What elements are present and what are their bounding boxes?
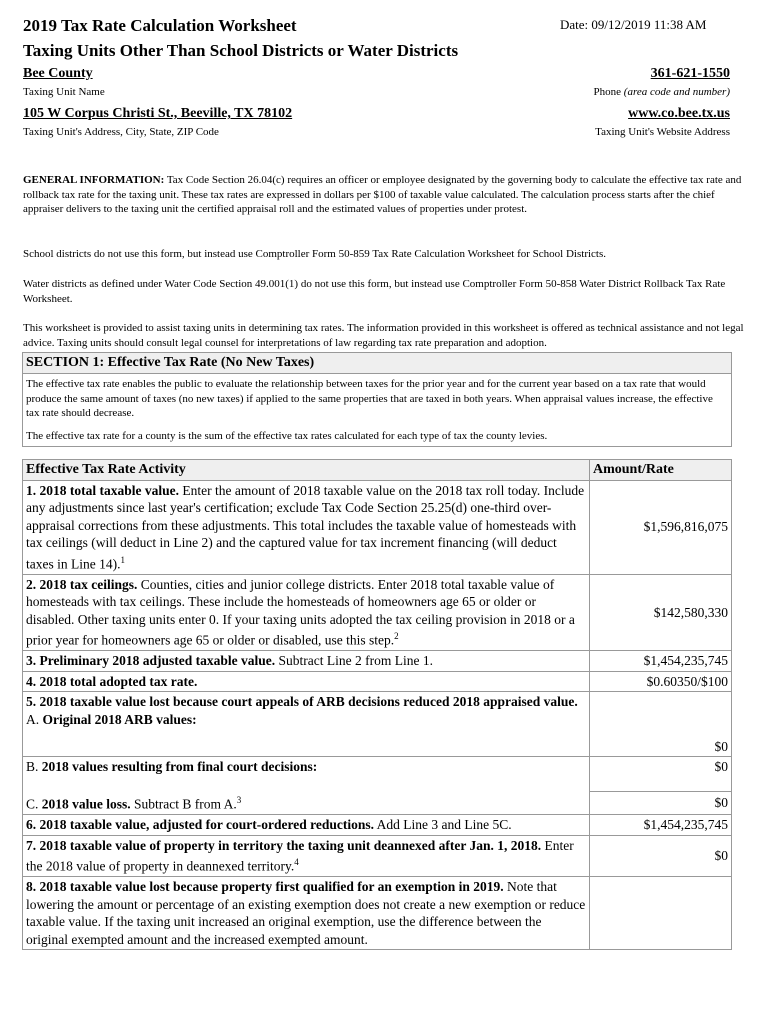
row-2-amount: $142,580,330 xyxy=(590,574,732,651)
date-stamp: Date: 09/12/2019 11:38 AM xyxy=(560,17,707,32)
table-row xyxy=(23,574,732,651)
table-row xyxy=(23,480,732,574)
table-row xyxy=(23,835,732,877)
section-1-county-note: The effective tax rate for a county is the sum of the effective tax rates calculated for each type of tax the county levies. xyxy=(26,429,548,442)
row-3-text: 3. Preliminary 2018 adjusted taxable value. Subtract Line 2 from Line 1. xyxy=(23,651,590,672)
row-5b-amount: $0 xyxy=(590,757,732,792)
taxing-unit-address: 105 W Corpus Christi St., Beeville, TX 78102 xyxy=(23,106,293,121)
website-label: Taxing Unit's Website Address xyxy=(595,126,730,138)
row-2-text: 2. 2018 tax ceilings. Counties, cities and junior college districts. Enter 2018 total taxable value of homesteads with tax ceilings. These include the homesteads of homeowners age 65 or older or disabled. Other taxing units enter 0. If your taxing units adopted the tax ceiling provision in 2018 or a prior year for homeowners age 65 or older or disabled, use this step.$^2$ xyxy=(23,574,590,651)
column-activity: Effective Tax Rate Activity xyxy=(23,460,590,481)
row-7-amount: $0 xyxy=(590,835,732,877)
column-amount: Amount/Rate xyxy=(590,460,732,481)
phone-number: 361-621-1550 xyxy=(650,66,730,81)
table-row xyxy=(23,877,732,950)
water-districts-note: Water districts as defined under Water Code Section 49.001(1) do not use this form, but instead use Comptroller Form 50-858 Water District Rollback Tax Rate Worksheet. xyxy=(23,278,726,305)
effective-tax-rate-table xyxy=(22,459,732,950)
row-1-text: 1. 2018 total taxable value. Enter the amount of 2018 taxable value on the 2018 tax roll today. Include any adjustments since last year's certification; exclude Tax Code Section 25.25(d) one-third over-appraisal corrections from these adjustments. This total includes the taxable value of homesteads with tax ceilings (will deduct in Line 2) and the captured value for tax increment financing (will deduct taxes in Line 14).$^1$ xyxy=(23,480,590,574)
table-header-row xyxy=(23,460,732,481)
title-line-1: 2019 Tax Rate Calculation Worksheet xyxy=(23,16,297,35)
row-4-amount: $0.60350/$100 xyxy=(590,671,732,692)
taxing-unit-name-label: Taxing Unit Name xyxy=(23,86,105,98)
row-5a-amount: $0 xyxy=(590,692,732,757)
taxing-unit-name: Bee County xyxy=(23,66,93,81)
table-row xyxy=(23,815,732,836)
row-8-amount xyxy=(590,877,732,950)
title-line-2: Taxing Units Other Than School Districts or Water Districts xyxy=(23,41,459,60)
row-6-amount: $1,454,235,745 xyxy=(590,815,732,836)
website: www.co.bee.tx.us xyxy=(628,106,730,121)
row-5c-amount: $0 xyxy=(590,791,732,815)
section-1-box xyxy=(22,352,732,447)
table-row xyxy=(23,651,732,672)
taxing-unit-address-label: Taxing Unit's Address, City, State, ZIP Code xyxy=(23,126,219,138)
school-districts-note: School districts do not use this form, but instead use Comptroller Form 50-859 Tax Rate Calculation Worksheet for School Districts. xyxy=(23,248,607,260)
general-information: GENERAL INFORMATION: Tax Code Section 26.04(c) requires an officer or employee designated by the governing body to calculate the effective tax rate and rollback tax rate for the taxing unit. These tax rates are expressed in dollars per $100 of taxable value calculated. The calculation process starts after the chief appraiser delivers to the taxing unit the certified appraisal roll and the estimated values of properties under protest. xyxy=(23,174,742,215)
row-5c-text: C. 2018 value loss. Subtract B from A.$^3$ xyxy=(23,791,590,815)
row-3-amount: $1,454,235,745 xyxy=(590,651,732,672)
row-5b-text: B. 2018 values resulting from final court decisions: xyxy=(23,757,590,792)
phone-label: Phone (area code and number) xyxy=(593,86,730,98)
table-row xyxy=(23,692,732,757)
table-row xyxy=(23,671,732,692)
table-row xyxy=(23,791,732,815)
section-1-title: SECTION 1: Effective Tax Rate (No New Taxes) xyxy=(23,353,731,374)
section-1-description: The effective tax rate enables the public to evaluate the relationship between taxes for the prior year and for the current year based on a tax rate that would produce the same amount of taxes (no new taxes) if applied to the same properties that are taxed in both years. When appraisal values increase, the effective tax rate should decrease. xyxy=(26,378,713,419)
row-8-text: 8. 2018 taxable value lost because property first qualified for an exemption in 2019. Note that lowering the amount or percentage of an existing exemption does not create a new exemption or reduce taxable value. If the taxing unit increased an original exemption, use the difference between the original exempted amount and the increased exempted amount. xyxy=(23,877,590,950)
row-1-amount: $1,596,816,075 xyxy=(590,480,732,574)
row-7-text: 7. 2018 taxable value of property in territory the taxing unit deannexed after Jan. 1, 2018. Enter the 2018 value of property in deannexed territory.$^4$ xyxy=(23,835,590,877)
row-5-text: 5. 2018 taxable value lost because court appeals of ARB decisions reduced 2018 appraised value. A. Original 2018 ARB values: xyxy=(23,692,590,757)
row-4-text: 4. 2018 total adopted tax rate. xyxy=(23,671,590,692)
assistance-note: This worksheet is provided to assist taxing units in determining tax rates. The information provided in this worksheet is offered as technical assistance and not legal advice. Taxing units should consult legal counsel for interpretations of law regarding tax rate preparation and adoption. xyxy=(23,322,744,349)
table-row xyxy=(23,757,732,792)
row-6-text: 6. 2018 taxable value, adjusted for court-ordered reductions. Add Line 3 and Line 5C. xyxy=(23,815,590,836)
